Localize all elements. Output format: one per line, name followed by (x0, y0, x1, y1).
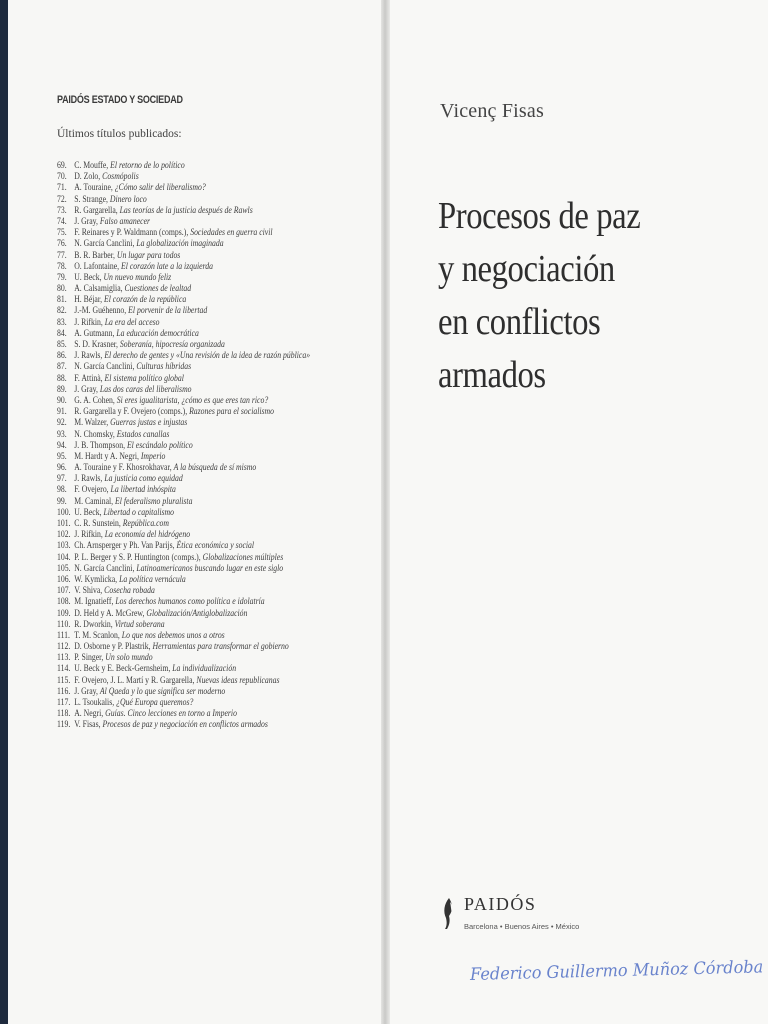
list-item (57, 663, 310, 674)
list-item (57, 719, 310, 730)
list-item (57, 619, 310, 630)
published-titles-list (57, 160, 351, 731)
list-item-number: 86. (57, 350, 67, 361)
list-item-number: 112. (57, 641, 71, 652)
list-item-author: A. Negri, (74, 708, 104, 719)
list-item-title: El corazón late a la izquierda (121, 260, 214, 271)
list-item-number: 89. (57, 383, 67, 394)
list-item (57, 563, 310, 574)
list-item-number: 91. (57, 406, 67, 417)
list-item-number: 113. (57, 652, 71, 663)
list-item (57, 283, 310, 294)
list-item-title: Globalización/Antiglobalización (146, 607, 248, 618)
list-item-author: R. Gargarella, (74, 204, 118, 215)
right-page (388, 0, 768, 1024)
list-item-number: 74. (57, 215, 67, 226)
list-item-author: R. Dworkin, (74, 618, 113, 629)
list-item-author: L. Tsoukalis, (74, 697, 115, 707)
list-item-title: A la búsqueda de sí mismo (173, 462, 257, 473)
list-item-title: Un solo mundo (105, 652, 153, 663)
list-item-author: A. Touraine, (74, 182, 113, 193)
list-item-author: M. Hardt y A. Negri, (74, 450, 139, 461)
list-item-title: Cuestiones de lealtad (124, 283, 192, 294)
list-item-number: 103. (57, 540, 71, 551)
list-item-number: 90. (57, 394, 67, 405)
list-item-number: 82. (57, 305, 67, 316)
book-title-line: Procesos de paz (438, 195, 641, 237)
list-item (57, 630, 310, 641)
list-item-author: D. Zolo, (74, 171, 101, 182)
list-item-author: S. D. Krasner, (74, 339, 118, 349)
list-item-number: 102. (57, 529, 71, 540)
list-item-title: Procesos de paz y negociación en conflictos armados (102, 719, 268, 730)
list-item (57, 417, 310, 428)
list-item (57, 328, 310, 339)
list-item-author: G. A. Cohen, (74, 394, 115, 405)
list-item (57, 216, 310, 227)
list-item (57, 708, 310, 719)
list-item-title: Culturas híbridas (136, 361, 192, 372)
list-item (57, 529, 310, 540)
list-item (57, 451, 310, 462)
list-item-author: T. M. Scanlon, (74, 629, 120, 640)
list-item-author: C. Mouffe, (74, 160, 109, 170)
list-item (57, 540, 310, 551)
series-title: PAIDÓS ESTADO Y SOCIEDAD (57, 94, 183, 106)
list-item-author: J. Rifkin, (74, 529, 103, 540)
list-item-title: Nuevas ideas republicanas (196, 674, 280, 685)
list-item (57, 339, 310, 350)
list-item-title: Las teorías de la justicia después de Rawls (119, 204, 253, 215)
list-item (57, 317, 310, 328)
list-item-number: 71. (57, 182, 67, 193)
list-item-author: M. Ignatieff, (74, 596, 114, 607)
list-item-title: La justicia como equidad (104, 473, 183, 484)
list-item-title: Ética económica y social (176, 540, 255, 551)
list-item-number: 83. (57, 316, 67, 327)
list-item (57, 194, 310, 205)
list-item-title: El porvenir de la libertad (128, 305, 208, 316)
list-item-author: N. García Canclini, (74, 238, 135, 249)
list-item (57, 608, 310, 619)
list-item-number: 114. (57, 663, 71, 674)
list-item-author: F. Ovejero, (74, 484, 109, 495)
list-item-title: Dinero loco (109, 193, 147, 204)
list-item-title: Guerras justas e injustas (110, 417, 188, 428)
list-item-title: República.com (122, 518, 170, 528)
list-item-number: 96. (57, 462, 67, 473)
list-item (57, 205, 310, 216)
list-item (57, 182, 310, 193)
publisher-name: PAIDÓS (464, 894, 537, 914)
book-gutter (381, 0, 390, 1024)
list-item-author: U. Beck y E. Beck-Gernsheim, (74, 663, 171, 674)
list-item (57, 272, 310, 283)
list-item-number: 106. (57, 573, 71, 584)
list-item-number: 93. (57, 428, 67, 439)
list-item-title: Si eres igualitarista, ¿cómo es que eres tan rico? (116, 394, 269, 405)
list-item-number: 118. (57, 708, 71, 719)
list-item (57, 496, 310, 507)
list-item-number: 69. (57, 160, 67, 170)
list-item (57, 641, 310, 652)
list-item-title: ¿Qué Europa queremos? (116, 697, 194, 707)
list-item (57, 227, 310, 238)
list-item-title: Lo que nos debemos unos a otros (121, 629, 225, 640)
list-item (57, 395, 310, 406)
list-item-number: 100. (57, 506, 71, 517)
list-item-author: M. Walzer, (74, 417, 109, 428)
list-item-author: J. Gray, (74, 685, 98, 696)
list-item-number: 101. (57, 518, 71, 528)
list-item-author: J. Rawls, (74, 350, 103, 361)
list-item-number: 79. (57, 271, 67, 282)
list-item (57, 305, 310, 316)
list-item (57, 574, 310, 585)
list-item-author: B. R. Barber, (74, 249, 115, 260)
list-item-number: 104. (57, 551, 71, 562)
list-item-author: U. Beck, (74, 271, 102, 282)
list-item-title: La política vernácula (119, 573, 186, 584)
list-item-author: A. Gutmann, (74, 327, 115, 338)
list-item-title: Herramientas para transformar el gobierno (152, 641, 289, 652)
publisher-cities: Barcelona • Buenos Aires • México (464, 922, 580, 931)
list-item (57, 585, 310, 596)
list-item-number: 108. (57, 596, 71, 607)
list-item-title: Virtud soberana (114, 618, 165, 629)
book-title-line: armados (438, 354, 546, 396)
list-item-title: Soberanía, hipocresía organizada (119, 339, 225, 349)
list-item-number: 81. (57, 294, 67, 305)
list-item-number: 94. (57, 439, 67, 450)
list-item (57, 294, 310, 305)
list-item-author: P. L. Berger y S. P. Huntington (comps.), (74, 551, 201, 562)
list-item (57, 596, 310, 607)
list-item (57, 697, 310, 708)
list-item-author: R. Gargarella y F. Ovejero (comps.), (74, 406, 188, 417)
list-item-author: V. Shiva, (74, 585, 103, 596)
list-item-title: El derecho de gentes y «Una revisión de la idea de razón pública» (104, 350, 311, 361)
list-item-author: A. Calsamiglia, (74, 283, 123, 294)
list-subtitle: Últimos títulos publicados: (57, 128, 182, 140)
handwritten-signature: Federico Guillermo Muñoz Córdoba (469, 957, 764, 985)
list-item-author: J. Gray, (74, 383, 98, 394)
list-item-author: P. Singer, (74, 652, 104, 663)
list-item-author: J. Rawls, (74, 473, 103, 484)
list-item (57, 373, 310, 384)
list-item-number: 110. (57, 618, 71, 629)
list-item-number: 119. (57, 719, 71, 730)
list-item (57, 361, 310, 372)
list-item (57, 675, 310, 686)
list-item-title: Las dos caras del liberalismo (99, 383, 192, 394)
paidos-logo-icon (440, 896, 458, 930)
list-item-number: 88. (57, 372, 67, 383)
list-item (57, 250, 310, 261)
list-item-title: Latinoamericanos buscando lugar en este siglo (136, 562, 284, 573)
list-item-title: El retorno de lo político (110, 160, 185, 170)
list-item-title: Al Qaeda y lo que significa ser moderno (99, 685, 226, 696)
list-item-number: 105. (57, 562, 71, 573)
list-item-title: Guías. Cinco lecciones en torno a Imperio (105, 708, 237, 719)
list-item-number: 107. (57, 585, 71, 596)
list-item-author: F. Reinares y P. Waldmann (comps.), (74, 227, 189, 238)
list-item-title: La era del acceso (104, 316, 160, 327)
list-item (57, 473, 310, 484)
list-item-author: N. García Canclini, (74, 361, 135, 372)
list-item-author: J. Gray, (74, 215, 98, 226)
list-item-number: 97. (57, 473, 67, 484)
list-item-title: Globalizaciones múltiples (202, 551, 284, 562)
list-item-number: 99. (57, 495, 67, 506)
list-item-title: Libertad o capitalismo (103, 506, 174, 517)
list-item-author: M. Caminal, (74, 495, 114, 506)
list-item-author: C. R. Sunstein, (74, 518, 121, 528)
list-item-number: 109. (57, 607, 71, 618)
list-item (57, 484, 310, 495)
list-item-number: 116. (57, 685, 71, 696)
list-item-author: F. Attinà, (74, 372, 103, 383)
list-item-title: Imperio (140, 450, 166, 461)
list-item-number: 111. (57, 629, 70, 640)
list-item (57, 429, 310, 440)
list-item (57, 440, 310, 451)
list-item-title: ¿Cómo salir del liberalismo? (114, 182, 206, 193)
list-item-author: J.-M. Guéhenno, (74, 305, 127, 316)
list-item-number: 80. (57, 283, 67, 294)
list-item-title: Un lugar para todos (116, 249, 181, 260)
list-item-number: 73. (57, 204, 67, 215)
list-item-number: 77. (57, 249, 67, 260)
list-item-author: Ch. Arnsperger y Ph. Van Parijs, (74, 540, 175, 551)
list-item-number: 76. (57, 238, 67, 249)
list-item (57, 261, 310, 272)
list-item-title: La libertad inhóspita (110, 484, 176, 495)
list-item-number: 75. (57, 227, 67, 238)
list-item-number: 78. (57, 260, 67, 271)
list-item (57, 238, 310, 249)
list-item-title: El sistema político global (104, 372, 184, 383)
list-item-author: O. Lafontaine, (74, 260, 120, 271)
list-item-author: A. Touraine y F. Khosrokhavar, (74, 462, 172, 473)
list-item-title: Un nuevo mundo feliz (103, 271, 172, 282)
list-item-author: J. B. Thompson, (74, 439, 126, 450)
list-item-number: 92. (57, 417, 67, 428)
book-title-line: en conflictos (438, 301, 601, 343)
list-item-title: Los derechos humanos como política e idolatría (115, 596, 265, 607)
list-item-author: W. Kymlicka, (74, 573, 118, 584)
list-item-author: J. Rifkin, (74, 316, 103, 327)
list-item-author: H. Béjar, (74, 294, 103, 305)
book-title-line: y negociación (438, 248, 615, 290)
list-item-author: S. Strange, (74, 193, 108, 204)
list-item-title: El corazón de la república (103, 294, 187, 305)
list-item-title: Falso amanecer (99, 215, 151, 226)
book-author: Vicenç Fisas (440, 100, 544, 122)
list-item-title: Sociedades en guerra civil (190, 227, 273, 238)
list-item-number: 85. (57, 339, 67, 349)
list-item-number: 95. (57, 450, 67, 461)
list-item-author: N. García Canclini, (74, 562, 135, 573)
list-item (57, 160, 310, 171)
list-item-title: El federalismo pluralista (115, 495, 193, 506)
list-item-number: 117. (57, 697, 71, 707)
list-item (57, 171, 310, 182)
list-item-number: 115. (57, 674, 71, 685)
list-item-number: 70. (57, 171, 67, 182)
list-item-author: N. Chomsky, (74, 428, 115, 439)
list-item-author: V. Fisas, (74, 719, 101, 730)
list-item-title: Cosmópolis (102, 171, 139, 182)
list-item (57, 462, 310, 473)
list-item-title: La globalización imaginada (136, 238, 224, 249)
book-title (438, 190, 640, 402)
list-item (57, 552, 310, 563)
list-item-number: 87. (57, 361, 67, 372)
list-item-number: 84. (57, 327, 67, 338)
list-item-title: El escándalo político (126, 439, 193, 450)
list-item (57, 507, 310, 518)
list-item-title: La individualización (172, 663, 237, 674)
list-item (57, 686, 310, 697)
list-item (57, 384, 310, 395)
list-item-author: F. Ovejero, J. L. Martí y R. Gargarella, (74, 674, 195, 685)
list-item (57, 518, 310, 529)
list-item-author: D. Osborne y P. Plastrik, (74, 641, 151, 652)
list-item (57, 350, 310, 361)
list-item-author: U. Beck, (74, 506, 102, 517)
list-item-title: La educación democrática (116, 327, 199, 338)
list-item (57, 652, 310, 663)
list-item-number: 98. (57, 484, 67, 495)
list-item-title: Razones para el socialismo (189, 406, 275, 417)
list-item-number: 72. (57, 193, 67, 204)
list-item (57, 406, 310, 417)
list-item-title: Estados canallas (116, 428, 170, 439)
list-item-title: Cosecha robada (104, 585, 155, 596)
list-item-author: D. Held y A. McGrew, (74, 607, 145, 618)
list-item-title: La economía del hidrógeno (104, 529, 191, 540)
